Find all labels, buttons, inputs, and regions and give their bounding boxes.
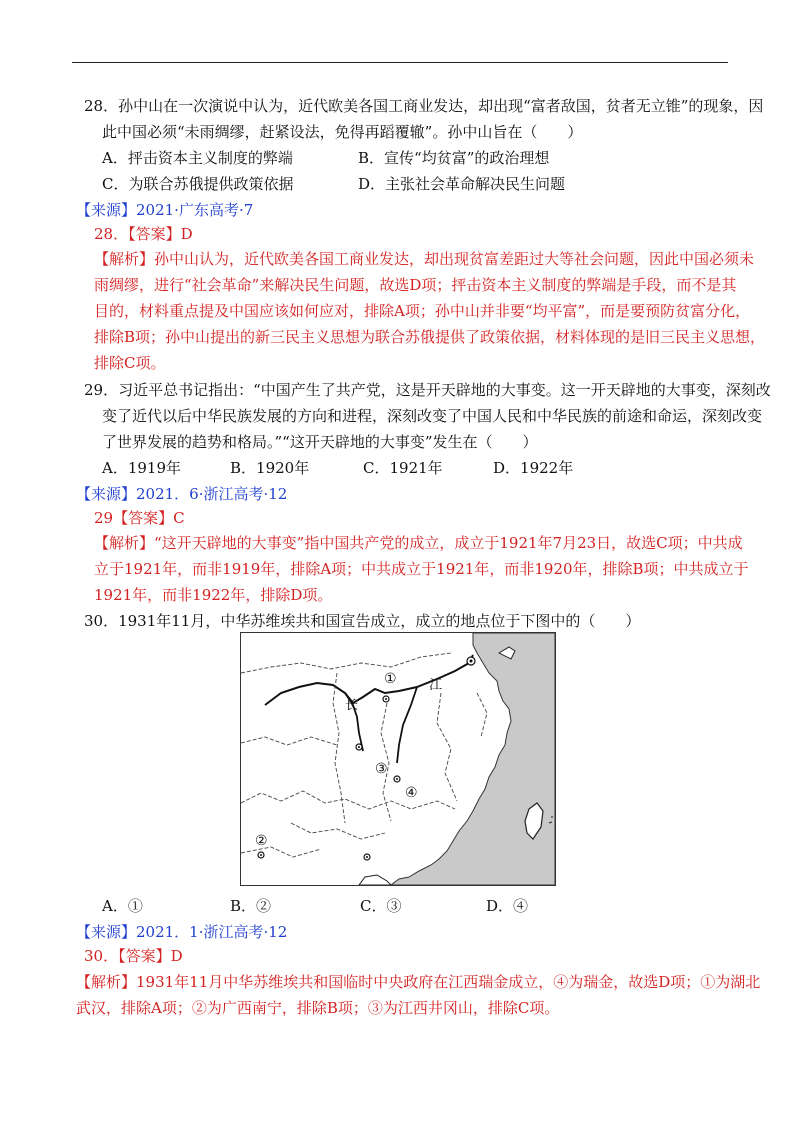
q28-stem-line2: 此中国必须“未雨绸缪，赶紧设法，免得再蹈覆辙”。孙中山旨在（ ） (102, 123, 583, 141)
q28-analysis-line3: 目的，材料重点提及中国应该如何应对，排除A项；孙中山并非要“均平富”，而是要预防贫富分化， (94, 302, 751, 320)
q28-source: 【来源】2021·广东高考·7 (76, 201, 254, 219)
q30-analysis-text1: 1931年11月中华苏维埃共和国临时中央政府在江西瑞金成立，④为瑞金，故选D项；①为湖北 (136, 973, 761, 991)
q30-option-c: C．③ (360, 897, 402, 915)
province-borders (241, 653, 487, 857)
q28-answer-value: D (180, 225, 193, 243)
q30-option-a: A．① (102, 897, 143, 915)
q29-option-c: C．1921年 (363, 459, 443, 477)
q28-analysis-line1 (94, 249, 754, 269)
gan-river (397, 687, 417, 763)
q28-analysis-text1: 孙中山认为，近代欧美各国工商业发达，却出现贫富差距过大等社会问题，因此中国必须未 (154, 250, 755, 268)
q28-option-a: A．抨击资本主义制度的弊端 (102, 149, 293, 167)
q29-stem-line2: 变了近代以后中华民族发展的方向和进程，深刻改变了中国人民和中华民族的前途和命运，深刻改变 (102, 407, 763, 425)
q29-analysis-label: 【解析】 (94, 534, 155, 552)
marker-label-1: ① (384, 671, 397, 687)
q29-analysis-text1: “这开天辟地的大事变”指中国共产党的成立，成立于1921年7月23日，故选C项；中共成 (154, 534, 743, 552)
q30-answer-value: D (170, 947, 183, 965)
q30-analysis-label: 【解析】 (76, 973, 137, 991)
river-label-jiang: 江 (429, 678, 443, 693)
china-map-svg (241, 633, 555, 885)
q29-stem-line1: 29．习近平总书记指出：“中国产生了共产党，这是开天辟地的大事变。这一开天辟地的大事变，深刻改 (84, 381, 771, 399)
marker-label-4: ④ (405, 785, 418, 801)
header-rule (72, 62, 728, 63)
hainan-island (359, 875, 391, 885)
q30-answer-label: 30．【答案】 (84, 947, 171, 965)
q29-answer-value: C (173, 509, 185, 527)
q29-stem-line3: 了世界发展的趋势和格局。”“这开天辟地的大事变”发生在（ ） (102, 433, 538, 451)
q30-option-b: B．② (230, 897, 272, 915)
q28-option-c: C．为联合苏俄提供政策依据 (102, 175, 294, 193)
sea-area (391, 633, 555, 885)
q28-analysis-line4: 排除B项；孙中山提出的新三民主义思想为联合苏俄提供了政策依据，材料体现的是旧三民主义思想， (94, 328, 766, 346)
marker-label-2: ② (255, 833, 268, 849)
q29-option-d: D．1922年 (493, 459, 574, 477)
q29-option-a: A．1919年 (102, 459, 182, 477)
q29-option-b: B．1920年 (230, 459, 310, 477)
q30-analysis-line1 (76, 972, 760, 992)
q28-analysis-label: 【解析】 (94, 250, 155, 268)
q30-source: 【来源】2021．1·浙江高考·12 (76, 923, 288, 941)
q29-analysis-line1 (94, 533, 743, 553)
marker-label-3: ③ (375, 761, 388, 777)
q30-analysis-line2: 武汉，排除A项；②为广西南宁，排除B项；③为江西井冈山，排除C项。 (76, 999, 560, 1017)
china-map (240, 632, 556, 886)
q28-analysis-line5: 排除C项。 (94, 354, 166, 372)
q28-analysis-line2: 雨绸缪，进行“社会革命”来解决民生问题，故选D项；抨击资本主义制度的弊端是手段，而不是其 (94, 276, 737, 294)
q30-stem-line1: 30．1931年11月，中华苏维埃共和国宣告成立，成立的地点位于下图中的（ ） (84, 612, 641, 630)
q29-answer (94, 508, 185, 528)
q29-analysis-line3: 1921年，而非1922年，排除D项。 (94, 586, 333, 604)
q28-option-b: B．宣传“均贫富”的政治理想 (358, 149, 550, 167)
q29-analysis-line2: 立于1921年，而非1919年，排除A项；中共成立于1921年，而非1920年，排除B项；中共成立于 (94, 560, 749, 578)
q29-source: 【来源】2021．6·浙江高考·12 (76, 485, 288, 503)
q30-answer (84, 946, 183, 966)
q29-answer-label: 29【答案】 (94, 509, 174, 527)
marker-points (258, 657, 475, 860)
q28-option-d: D．主张社会革命解决民生问题 (358, 175, 566, 193)
q28-answer-label: 28．【答案】 (94, 225, 181, 243)
q30-option-d: D．④ (486, 897, 529, 915)
river-label-chang: 长 (345, 698, 359, 713)
q28-stem-line1: 28．孙中山在一次演说中认为，近代欧美各国工商业发达，却出现“富者敌国，贫者无立锥”的现象，因 (84, 97, 764, 115)
q28-answer (94, 224, 193, 244)
